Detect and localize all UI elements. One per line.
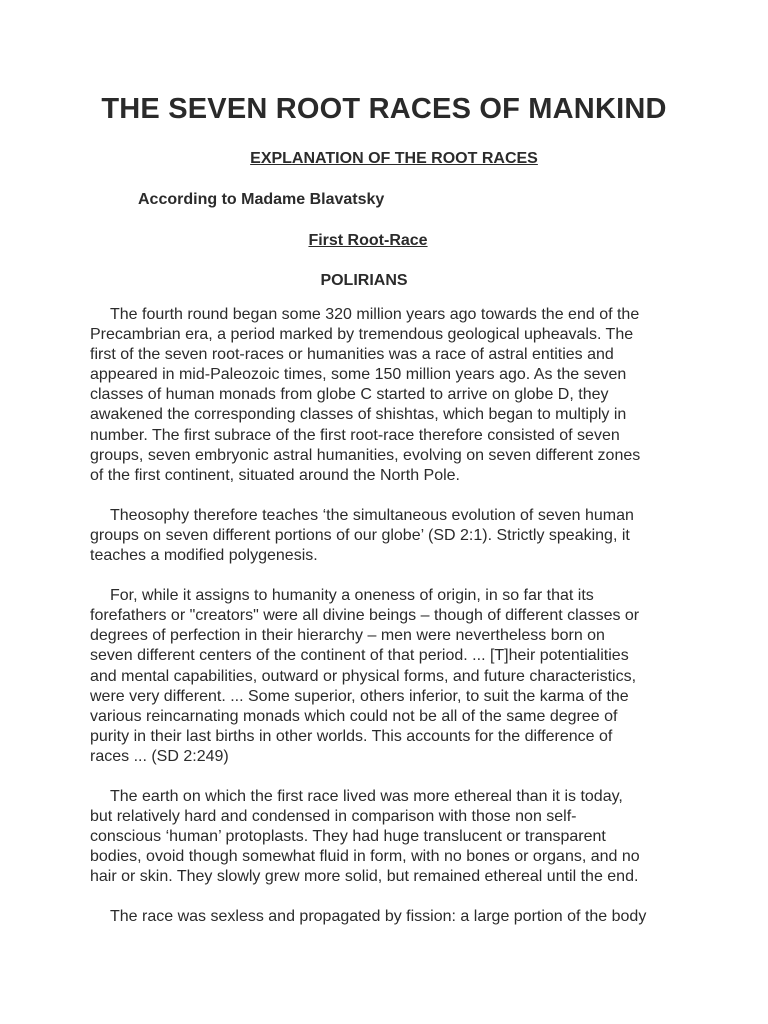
text-line: were very different. ... Some superior, others inferior, to suit the karma of the [90,687,629,705]
text-line: first of the seven root-races or humanities was a race of astral entities and [90,346,614,364]
body-text [90,305,690,948]
text-line: hair or skin. They slowly grew more solid, but remained ethereal until the end. [90,868,639,886]
text-line: conscious ‘human’ protoplasts. They had huge translucent or transparent [90,828,606,846]
text-line: of the first continent, situated around the North Pole. [90,466,460,484]
text-line: Precambrian era, a period marked by tremendous geological upheavals. The [90,326,634,344]
text-line: teaches a modified polygenesis. [90,547,318,565]
text-line: number. The first subrace of the first root-race therefore consisted of seven [90,426,620,444]
section-subheading: POLIRIANS [320,272,408,289]
text-line: but relatively hard and condensed in comparison with those non self- [90,808,577,826]
document-byline: According to Madame Blavatsky [138,191,385,208]
text-line: awakened the corresponding classes of shishtas, which began to multiply in [90,406,627,424]
text-line: appeared in mid-Paleozoic times, some 150 million years ago. As the seven [90,366,627,384]
text-line: degrees of perfection in their hierarchy – men were nevertheless born on [90,627,605,645]
document-subtitle: EXPLANATION OF THE ROOT RACES [250,150,538,167]
text-line: For, while it assigns to humanity a oneness of origin, in so far that its [110,587,594,605]
text-line: and mental capabilities, outward or physical forms, and future characteristics, [90,667,637,685]
text-line: seven different centers of the continent of that period. ... [T]heir potentialities [90,647,629,665]
text-line: The earth on which the first race lived was more ethereal than it is today, [110,787,623,805]
text-line: purity in their last births in other worlds. This accounts for the difference of [90,727,613,745]
text-line: groups, seven embryonic astral humanities, evolving on seven different zones [90,446,641,464]
text-line: races ... (SD 2:249) [90,747,229,765]
paragraph [90,907,690,927]
section-heading: First Root-Race [308,232,428,249]
text-line: Theosophy therefore teaches ‘the simultaneous evolution of seven human [110,506,634,524]
text-line: classes of human monads from globe C started to arrive on globe D, they [90,386,609,404]
text-line: various reincarnating monads which could not be all of the same degree of [90,707,618,725]
paragraph [90,305,690,486]
text-line: bodies, ovoid though somewhat fluid in form, with no bones or organs, and no [90,848,640,866]
text-line: The race was sexless and propagated by fission: a large portion of the body [110,908,647,926]
paragraph [90,787,690,887]
text-line: groups on seven different portions of our globe’ (SD 2:1). Strictly speaking, it [90,526,630,544]
text-line: forefathers or "creators" were all divine beings – though of different classes or [90,607,640,625]
text-line: The fourth round began some 320 million years ago towards the end of the [110,306,640,323]
document-title: THE SEVEN ROOT RACES OF MANKIND [101,93,667,125]
block-quote [90,586,690,767]
paragraph [90,506,690,566]
